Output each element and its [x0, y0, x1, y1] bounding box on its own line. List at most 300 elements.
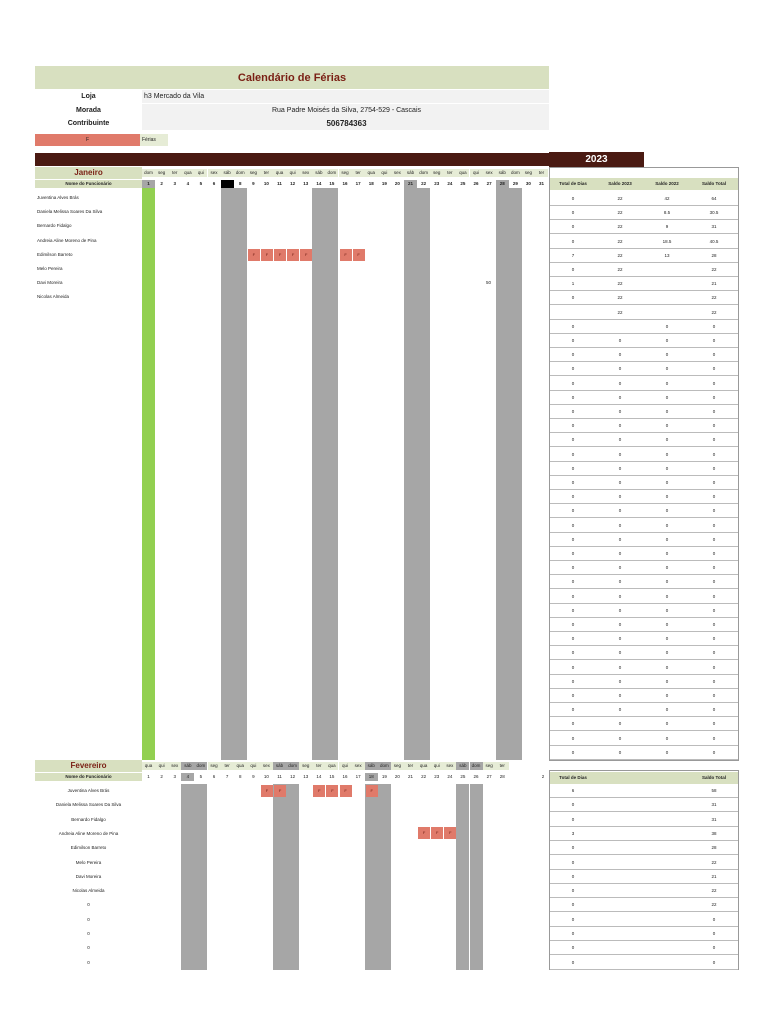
day-number[interactable]: 11: [273, 773, 286, 781]
summary-value: 0: [665, 721, 669, 727]
summary-value: 0: [571, 916, 575, 922]
summary-value: 0: [665, 551, 669, 556]
employee-name[interactable]: Nicolas Almeida: [37, 294, 70, 300]
weekday-label: sex: [443, 762, 456, 770]
summary-value: 0: [712, 508, 716, 514]
weekday-label: qui: [247, 762, 260, 770]
summary-value: 0: [712, 735, 716, 741]
weekday-label: sáb: [456, 762, 469, 770]
summary-value: 0: [571, 664, 575, 670]
day-number[interactable]: 25: [456, 773, 469, 781]
day-number[interactable]: 11: [273, 180, 286, 188]
vacation-cell[interactable]: F: [248, 249, 260, 261]
day-number[interactable]: 15: [325, 180, 338, 188]
weekday-label: seg: [430, 169, 443, 177]
day-number[interactable]: 22: [417, 773, 430, 781]
summary-row: [550, 703, 738, 717]
day-number[interactable]: 23: [430, 773, 443, 781]
loja-value[interactable]: h3 Mercado da Vila: [142, 90, 549, 103]
summary-row: [550, 291, 738, 305]
summary-value: 0: [665, 636, 669, 642]
summary-value: 0: [571, 366, 575, 372]
summary-value: 0: [712, 437, 716, 443]
summary-row: [550, 675, 738, 689]
vacation-cell[interactable]: F: [340, 249, 352, 261]
summary-value: 22: [617, 238, 623, 244]
day-number[interactable]: 2: [541, 774, 545, 779]
weekday-label: sáb: [365, 762, 378, 770]
day-number[interactable]: 6: [208, 773, 221, 781]
weekday-label: ter: [443, 169, 456, 177]
day-number[interactable]: 16: [339, 180, 352, 188]
day-number[interactable]: 28: [496, 773, 509, 781]
summary-row: [550, 898, 738, 912]
summary-value: 0: [618, 423, 622, 429]
weekend-column: [142, 180, 155, 760]
weekday-label: qua: [181, 169, 194, 177]
day-number[interactable]: 13: [299, 773, 312, 781]
employee-name[interactable]: Edimilson Barreto: [70, 845, 107, 851]
summary-value: 0: [571, 636, 575, 642]
summary-value: 0: [571, 224, 575, 230]
vacation-cell[interactable]: F: [274, 785, 286, 797]
summary-value: 0: [665, 579, 669, 585]
summary-row: [550, 646, 738, 660]
day-number[interactable]: 22: [417, 180, 430, 188]
weekday-label: sex: [168, 762, 181, 770]
summary-value: 0: [571, 593, 575, 599]
weekday-label: seg: [339, 169, 352, 177]
day-number[interactable]: 3: [168, 773, 181, 781]
summary-value: 13: [664, 252, 670, 258]
day-number[interactable]: 10: [260, 180, 273, 188]
summary-row: [550, 490, 738, 504]
employee-name[interactable]: Davi Moreira: [37, 280, 63, 286]
summary-value: 0: [712, 693, 716, 698]
employee-name[interactable]: Daniela Melissa Soares Da Silva: [55, 802, 122, 808]
vacation-cell[interactable]: F: [300, 249, 312, 261]
employee-name[interactable]: Edimilson Barreto: [37, 251, 73, 257]
day-number[interactable]: 8: [234, 773, 247, 781]
summary-row: [550, 405, 738, 419]
day-number[interactable]: 18: [365, 773, 378, 781]
summary-value: 22: [617, 224, 623, 230]
summary-row: [550, 235, 738, 249]
summary-value: 0: [665, 650, 669, 656]
summary-value: 0: [665, 522, 669, 528]
day-number[interactable]: 8: [234, 180, 247, 188]
vacation-cell[interactable]: F: [444, 827, 456, 839]
summary-value: 0: [618, 465, 622, 471]
summary-row: [550, 870, 738, 884]
day-number[interactable]: 14: [312, 773, 325, 781]
legend-label: Férias: [140, 134, 168, 146]
summary-value: 0: [571, 888, 575, 894]
employee-name[interactable]: Nicolas Almeida: [72, 888, 105, 894]
summary-value: 0: [618, 607, 622, 613]
employee-name[interactable]: Andreia Aline Moreno de Pina: [37, 237, 97, 243]
weekday-label: sáb: [404, 169, 417, 177]
summary-value: 6: [571, 788, 575, 793]
marker-value: 50: [486, 280, 492, 285]
summary-value: 8.5: [663, 210, 671, 216]
vacation-cell[interactable]: F: [287, 249, 299, 261]
summary-value: 0: [618, 409, 622, 414]
weekday-label: dom: [417, 169, 430, 177]
summary-value: 9: [665, 224, 669, 230]
weekday-label: qui: [339, 762, 352, 770]
summary-value: 3: [571, 830, 575, 836]
summary-value: 0: [665, 593, 669, 599]
summary-row: [550, 827, 738, 841]
january-summary-table: [549, 167, 739, 761]
weekday-label: qui: [470, 169, 483, 177]
summary-value: 0: [665, 380, 669, 386]
summary-row: [550, 377, 738, 391]
employee-name[interactable]: Bernardo Fidalgo: [71, 816, 106, 822]
weekday-label: sex: [260, 762, 273, 770]
weekday-label: dom: [142, 169, 155, 177]
employee-name[interactable]: 0: [87, 916, 90, 922]
summary-value: 0: [618, 650, 622, 656]
day-number[interactable]: 1: [142, 773, 155, 781]
day-number[interactable]: 17: [352, 180, 365, 188]
summary-row: [550, 856, 738, 870]
day-number[interactable]: 30: [522, 180, 535, 188]
day-number[interactable]: 19: [378, 180, 391, 188]
summary-value: 0: [571, 465, 575, 471]
summary-value: 0: [665, 394, 669, 400]
summary-row: [550, 618, 738, 632]
summary-row: [550, 519, 738, 533]
summary-value: 28: [711, 252, 717, 258]
summary-value: 0: [665, 693, 669, 698]
weekday-label: qua: [142, 762, 155, 770]
day-number[interactable]: 12: [286, 180, 299, 188]
summary-row: [550, 391, 738, 405]
day-number[interactable]: 21: [404, 180, 417, 188]
day-number[interactable]: 2: [155, 773, 168, 781]
weekday-label: dom: [509, 169, 522, 177]
summary-value: 7: [571, 252, 575, 258]
summary-value: 0: [571, 238, 575, 244]
weekend-column: [496, 180, 509, 760]
summary-value: 0: [712, 721, 716, 727]
summary-value: 0: [712, 423, 716, 429]
day-number[interactable]: 3: [168, 180, 181, 188]
summary-value: 0: [571, 295, 575, 301]
summary-value: 0: [712, 931, 716, 936]
day-number[interactable]: 29: [509, 180, 522, 188]
summary-row: [550, 590, 738, 604]
vacation-cell[interactable]: F: [261, 785, 273, 797]
weekday-label: qua: [456, 169, 469, 177]
summary-header: [550, 178, 738, 190]
day-number[interactable]: 26: [470, 180, 483, 188]
summary-value: 18.5: [662, 238, 672, 244]
vacation-cell[interactable]: F: [340, 785, 352, 797]
summary-value: 0: [712, 664, 716, 670]
summary-value: 0: [712, 607, 716, 613]
name-header-february: Nome do Funcionário: [35, 773, 142, 781]
weekday-label: qua: [365, 169, 378, 177]
employee-name[interactable]: Bernardo Fidalgo: [37, 223, 72, 229]
summary-value: 0: [618, 622, 622, 627]
summary-value: 0: [571, 650, 575, 656]
summary-value: 0: [571, 196, 575, 201]
weekday-label: ter: [404, 762, 417, 770]
weekday-label: sáb: [221, 169, 234, 177]
weekend-column: [312, 180, 325, 760]
day-number[interactable]: 27: [483, 773, 496, 781]
summary-column-header: Saldo 2023: [608, 181, 632, 186]
legend-code: F: [35, 134, 140, 146]
summary-value: 0: [712, 522, 716, 528]
weekend-column: [181, 784, 194, 970]
summary-value: 0: [665, 565, 669, 571]
summary-row: [550, 717, 738, 731]
weekday-label: qui: [378, 169, 391, 177]
employee-name[interactable]: 0: [87, 902, 90, 908]
summary-value: 22: [711, 309, 717, 315]
summary-row: [550, 547, 738, 561]
morada-value[interactable]: Rua Padre Moisés da Silva, 2754-529 - Cascais: [142, 104, 549, 117]
summary-value: 0: [618, 593, 622, 599]
contribuinte-value[interactable]: 506784363: [142, 117, 549, 130]
summary-value: 0: [618, 522, 622, 528]
summary-value: 0: [712, 678, 716, 684]
day-number[interactable]: 5: [194, 180, 207, 188]
employee-name[interactable]: Daniela Melissa Soares Da Silva: [37, 209, 103, 215]
day-number[interactable]: 17: [352, 773, 365, 781]
summary-value: 0: [618, 451, 622, 457]
day-number[interactable]: 24: [443, 180, 456, 188]
summary-value: 0: [571, 508, 575, 514]
summary-value: 0: [665, 678, 669, 684]
day-number[interactable]: 23: [430, 180, 443, 188]
summary-column-header: Total de Dias: [559, 775, 587, 780]
summary-value: 0: [712, 749, 716, 755]
morada-label: Morada: [76, 107, 101, 114]
summary-value: 22: [617, 281, 623, 287]
day-number[interactable]: 14: [312, 180, 325, 188]
summary-row: [550, 632, 738, 646]
employee-name[interactable]: Davi Moreira: [75, 873, 102, 879]
day-number[interactable]: 4: [181, 180, 194, 188]
vacation-cell[interactable]: F: [431, 827, 443, 839]
summary-row: [550, 320, 738, 334]
summary-row: [550, 746, 738, 760]
summary-value: 0: [712, 338, 716, 343]
day-number[interactable]: 20: [391, 180, 404, 188]
day-number[interactable]: 4: [181, 773, 194, 781]
summary-column-header: Saldo 2022: [655, 181, 679, 186]
day-number[interactable]: 6: [208, 180, 221, 188]
day-number[interactable]: 7: [221, 773, 234, 781]
summary-value: 0: [571, 494, 575, 500]
summary-value: 0: [712, 451, 716, 457]
summary-value: 0: [618, 380, 622, 386]
day-number[interactable]: 9: [247, 180, 260, 188]
summary-value: 0: [571, 437, 575, 443]
vacation-cell[interactable]: F: [418, 827, 430, 839]
summary-value: 0: [618, 579, 622, 585]
summary-row: [550, 561, 738, 575]
summary-value: 0: [571, 565, 575, 571]
weekday-label: dom: [378, 762, 391, 770]
summary-value: 0: [712, 409, 716, 414]
february-summary-table: [549, 770, 739, 970]
summary-value: 0: [712, 465, 716, 471]
day-number[interactable]: 5: [194, 773, 207, 781]
summary-row: [550, 941, 738, 955]
summary-row: [550, 575, 738, 589]
summary-value: 0: [712, 366, 716, 372]
summary-row: [550, 813, 738, 827]
summary-value: 0: [712, 323, 716, 329]
day-number[interactable]: 27: [483, 180, 496, 188]
weekday-label: qui: [155, 762, 168, 770]
vacation-cell[interactable]: F: [326, 785, 338, 797]
weekday-label: seg: [299, 762, 312, 770]
summary-value: 0: [712, 551, 716, 556]
summary-row: [550, 462, 738, 476]
summary-value: 22: [617, 196, 623, 201]
summary-value: 0: [665, 707, 669, 713]
summary-value: 0: [571, 423, 575, 429]
summary-value: 0: [712, 959, 716, 965]
day-number[interactable]: 12: [286, 773, 299, 781]
summary-value: 0: [571, 735, 575, 741]
employee-name[interactable]: Juventina Alves Brás: [37, 195, 79, 200]
summary-row: [550, 306, 738, 320]
day-number[interactable]: 7: [221, 180, 234, 188]
summary-row: [550, 884, 738, 898]
weekday-label: ter: [168, 169, 181, 177]
summary-value: 0: [665, 749, 669, 755]
summary-column-header: Total de Dias: [559, 181, 587, 186]
day-number[interactable]: 24: [443, 773, 456, 781]
employee-name[interactable]: Melo Pereira: [75, 859, 102, 865]
summary-value: 0: [571, 380, 575, 386]
day-number[interactable]: 13: [299, 180, 312, 188]
header-band: [35, 153, 549, 166]
employee-name[interactable]: 0: [87, 931, 90, 936]
summary-column-header: Saldo Total: [702, 181, 726, 186]
weekday-label: dom: [325, 169, 338, 177]
weekday-label: ter: [535, 169, 548, 177]
day-number[interactable]: 16: [339, 773, 352, 781]
day-number[interactable]: 1: [142, 180, 155, 188]
summary-row: [550, 448, 738, 462]
summary-value: 0: [571, 480, 575, 485]
summary-value: 0: [712, 707, 716, 713]
day-number[interactable]: 26: [470, 773, 483, 781]
summary-value: 0: [618, 678, 622, 684]
contribuinte-row: [35, 117, 549, 130]
day-number[interactable]: 9: [247, 773, 260, 781]
summary-value: 22: [617, 267, 623, 272]
weekday-label: qua: [417, 762, 430, 770]
summary-value: 0: [618, 480, 622, 485]
day-number[interactable]: 19: [378, 773, 391, 781]
summary-value: 0: [665, 508, 669, 514]
employee-name[interactable]: 0: [87, 959, 90, 965]
summary-row: [550, 433, 738, 447]
day-number[interactable]: 20: [391, 773, 404, 781]
summary-value: 0: [665, 366, 669, 372]
summary-value: 0: [571, 394, 575, 400]
day-number[interactable]: 25: [456, 180, 469, 188]
vacation-cell[interactable]: F: [261, 249, 273, 261]
vacation-cell[interactable]: F: [313, 785, 325, 797]
day-number[interactable]: 21: [404, 773, 417, 781]
employee-name[interactable]: Andreia Aline Moreno de Pina: [58, 830, 119, 836]
summary-row: [550, 220, 738, 234]
day-number[interactable]: 31: [535, 180, 548, 188]
day-number[interactable]: 15: [325, 773, 338, 781]
summary-value: 0: [571, 409, 575, 414]
summary-value: 0: [571, 451, 575, 457]
weekday-label: sex: [352, 762, 365, 770]
summary-value: 0: [665, 409, 669, 414]
day-number[interactable]: 28: [496, 180, 509, 188]
summary-value: 0: [665, 352, 669, 358]
weekend-column: [194, 784, 207, 970]
summary-value: 0: [618, 551, 622, 556]
weekday-label: sáb: [181, 762, 194, 770]
contribuinte-label: Contribuinte: [67, 120, 110, 127]
summary-row: [550, 798, 738, 812]
summary-value: 0: [665, 494, 669, 500]
summary-value: 0: [618, 693, 622, 698]
vacation-cell[interactable]: F: [366, 785, 378, 797]
summary-value: 0: [665, 338, 669, 343]
weekday-label: seg: [208, 762, 221, 770]
loja-row: [35, 90, 549, 103]
weekend-column: [325, 180, 338, 760]
employee-name[interactable]: Melo Pereira: [37, 266, 63, 271]
summary-row: [550, 249, 738, 263]
employee-name[interactable]: Juventina Alves Brás: [67, 788, 110, 793]
summary-value: 0: [712, 636, 716, 642]
summary-value: 0: [712, 945, 716, 951]
weekday-label: qua: [234, 762, 247, 770]
day-number[interactable]: 10: [260, 773, 273, 781]
vacation-cell[interactable]: F: [353, 249, 365, 261]
summary-row: [550, 689, 738, 703]
summary-value: 0: [712, 622, 716, 627]
summary-value: 0: [665, 451, 669, 457]
day-number[interactable]: 18: [365, 180, 378, 188]
weekend-column: [286, 784, 299, 970]
weekday-label: sex: [391, 169, 404, 177]
summary-row: [550, 913, 738, 927]
day-number[interactable]: 2: [155, 180, 168, 188]
vacation-cell[interactable]: F: [274, 249, 286, 261]
summary-value: 0: [665, 536, 669, 542]
summary-row: [550, 784, 738, 798]
summary-value: 22: [711, 267, 717, 272]
weekday-label: dom: [470, 762, 483, 770]
summary-value: 0: [618, 394, 622, 400]
summary-value: 0: [571, 902, 575, 908]
summary-row: [550, 504, 738, 518]
weekend-column: [273, 784, 286, 970]
loja-label: Loja: [81, 93, 96, 100]
employee-name[interactable]: 0: [87, 945, 90, 951]
summary-value: 22: [617, 309, 623, 315]
